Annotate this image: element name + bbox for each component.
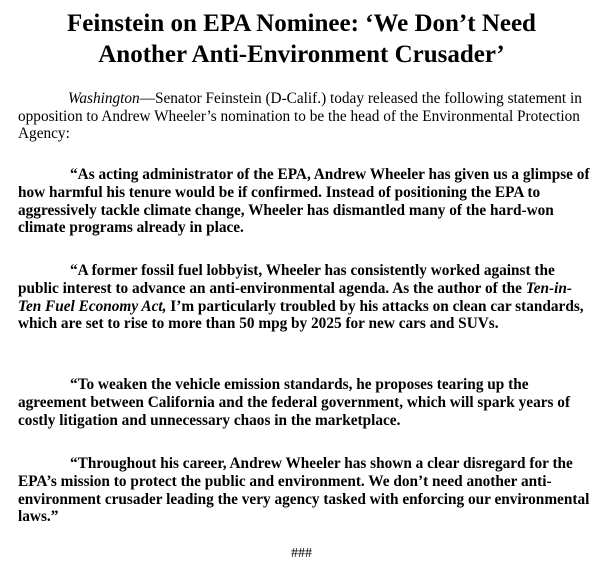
quote-paragraph-1 — [18, 166, 590, 237]
intro-text: —Senator Feinstein (D-Calif.) today released the following statement in opposition to Andrew Wheeler’s nomination to be the head of the Environmental Protection Agency: — [18, 90, 582, 143]
quote-2-text-before: “A former fossil fuel lobbyist, Wheeler has consistently worked against the public interest to advance an anti-environmental agenda. As the author of the — [18, 262, 555, 297]
headline-line-2: Another Anti-Environment Crusader’ — [98, 41, 505, 68]
quote-3-text: “To weaken the vehicle emission standards, he proposes tearing up the agreement between California and the federal government, which will spark years of costly litigation and unnecessary chaos in the marketplace. — [18, 376, 571, 429]
quote-4-text: “Throughout his career, Andrew Wheeler has shown a clear disregard for the EPA’s mission to protect the public and environment. We don’t need another anti-environment crusader leading the very agency tasked with enforcing our environmental laws.” — [18, 455, 590, 526]
quote-paragraph-2 — [18, 262, 590, 333]
quote-1-text: “As acting administrator of the EPA, Andrew Wheeler has given us a glimpse of how harmful his tenure would be if confirmed. Instead of positioning the EPA to aggressively tackle climate change, Wheeler has dismantled many of the hard-won climate programs already in place. — [18, 166, 590, 237]
headline — [40, 8, 563, 70]
headline-line-1: Feinstein on EPA Nominee: ‘We Don’t Need — [67, 10, 536, 37]
quote-paragraph-3 — [18, 376, 590, 429]
intro-paragraph — [18, 90, 590, 143]
quote-paragraph-4 — [18, 455, 590, 526]
end-mark: ### — [291, 546, 312, 561]
quote-2-text-after: I’m particularly troubled by his attacks on clean car standards, which are set to rise to more than 50 mpg by 2025 for new cars and SUVs. — [18, 297, 584, 333]
act-name: Ten-in-Ten Fuel Economy Act, — [18, 279, 572, 315]
dateline: Washington — [68, 90, 140, 107]
